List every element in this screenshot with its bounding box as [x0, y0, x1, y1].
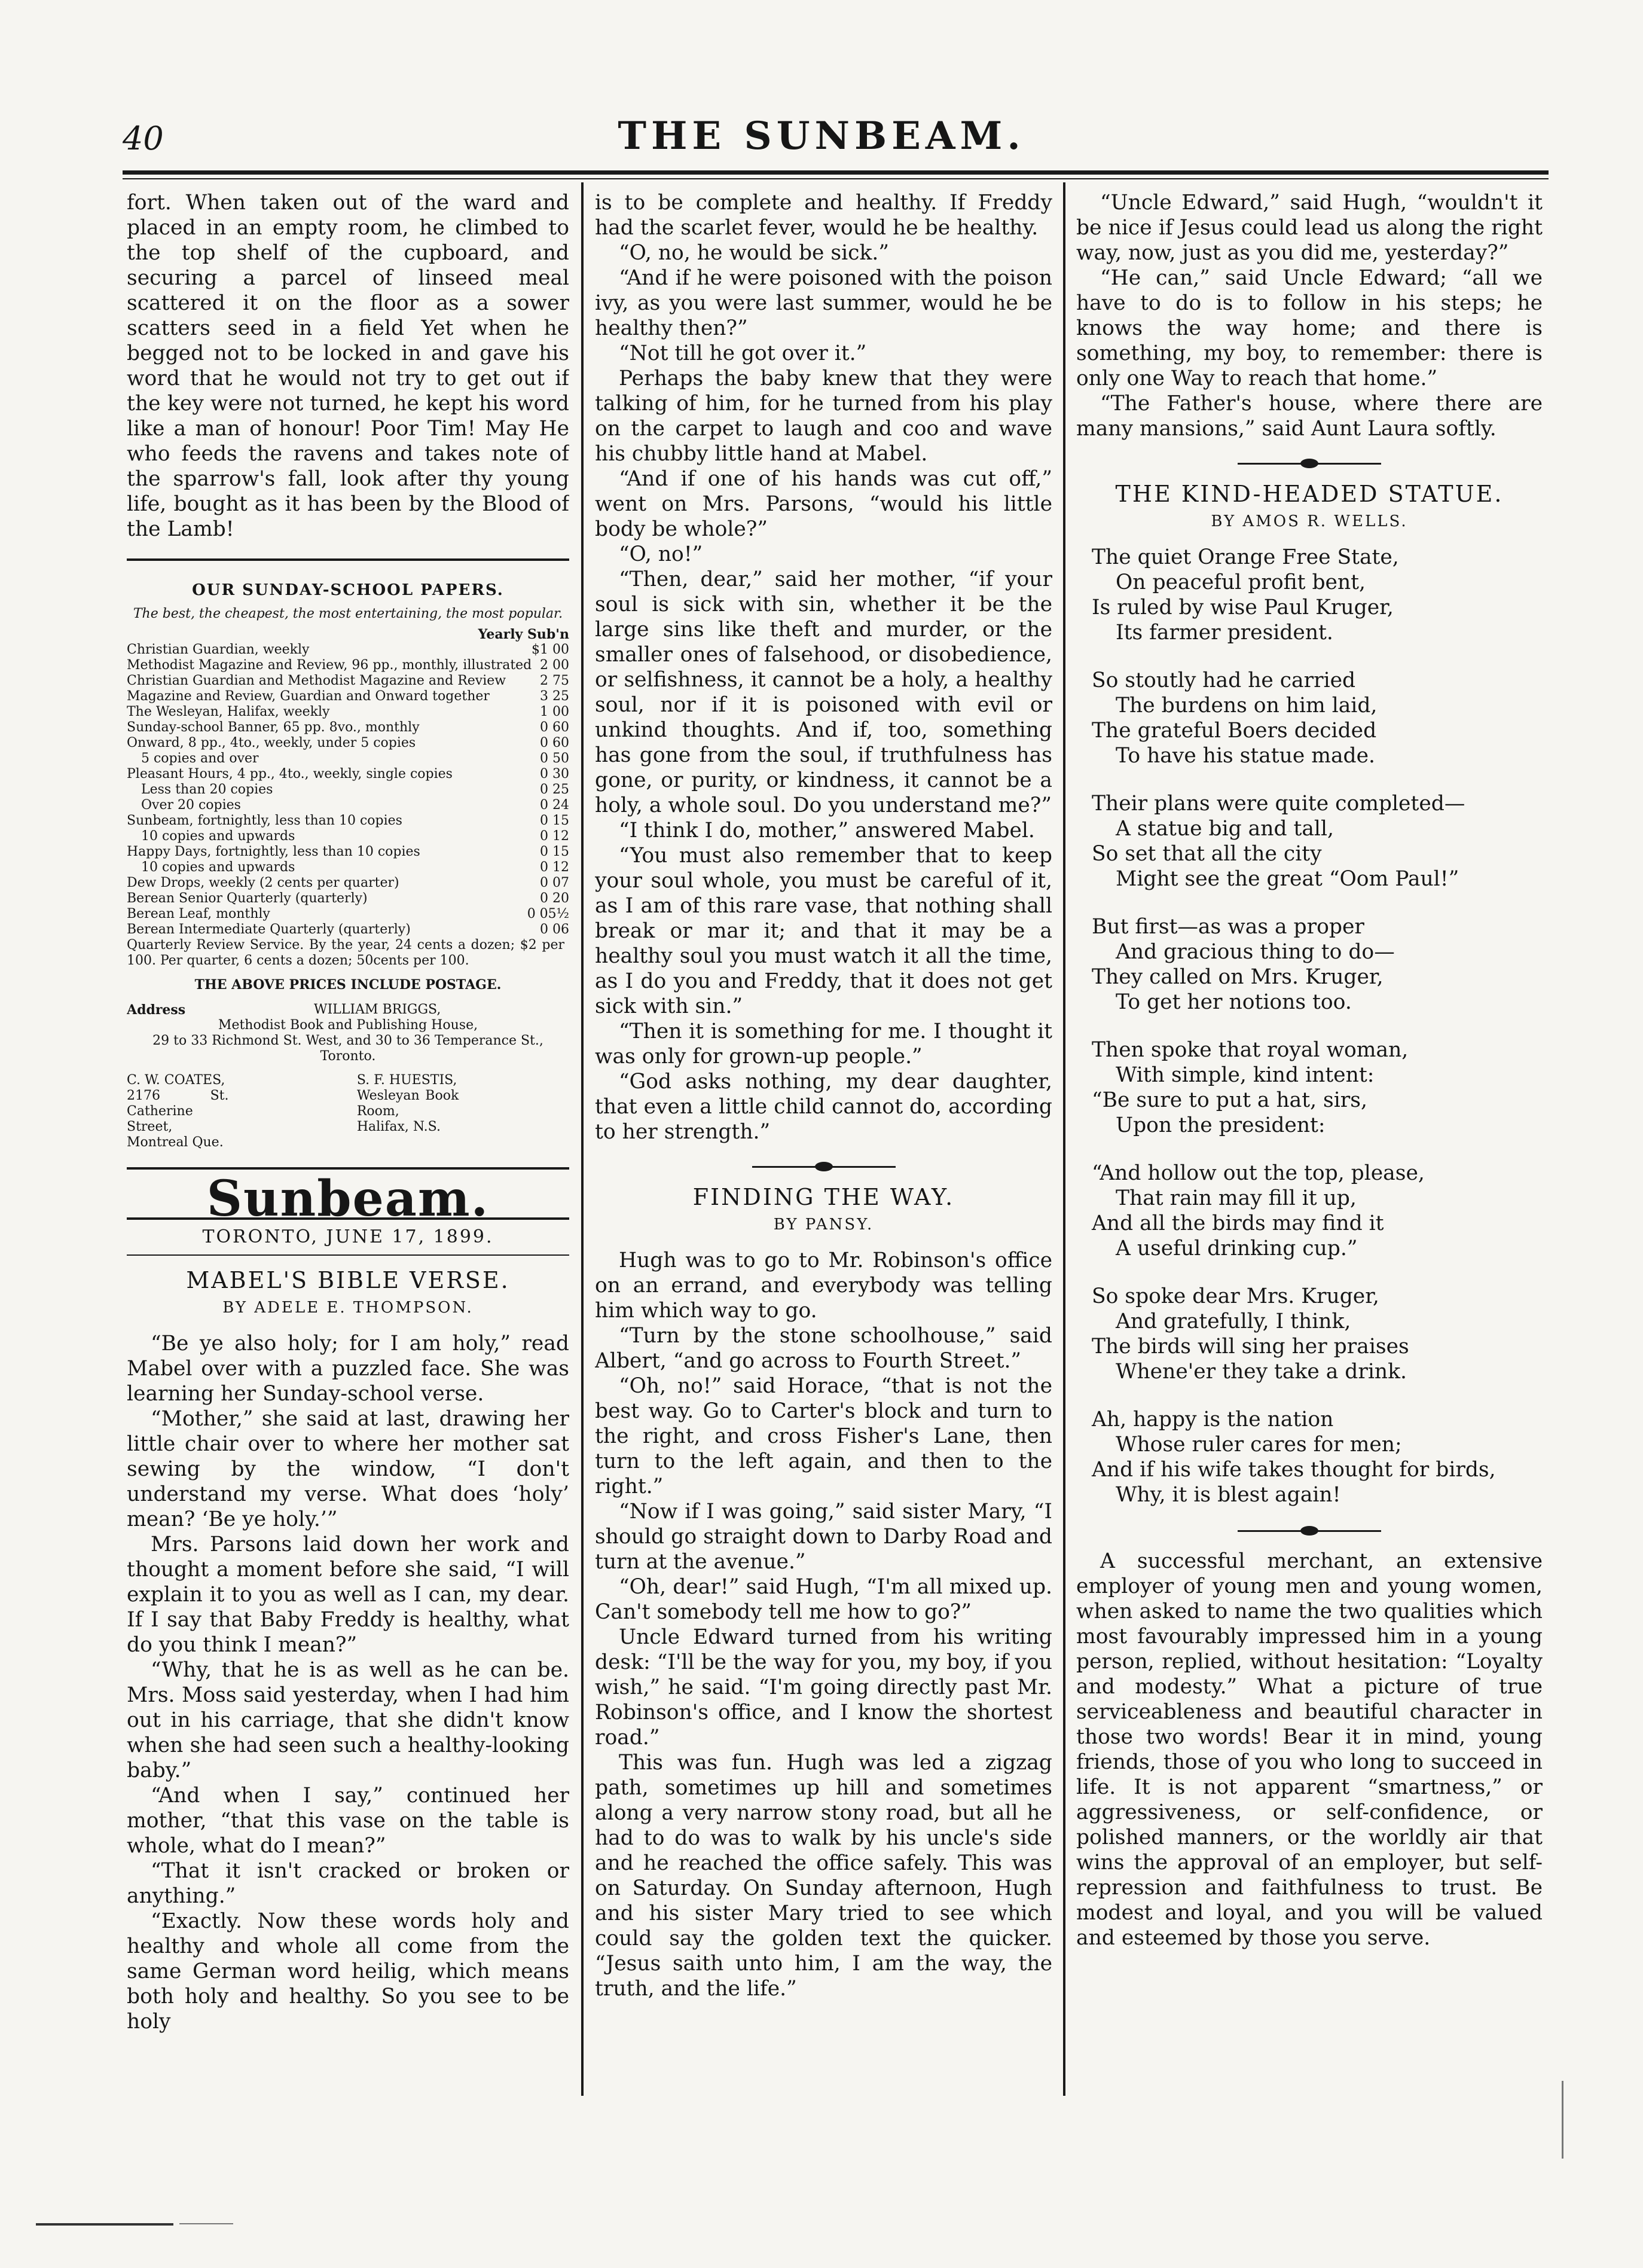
price-row: [127, 767, 569, 782]
yearly-label: Yearly Sub'n: [478, 627, 569, 642]
story-byline: BY ADELE E. THOMPSON.: [222, 1299, 474, 1317]
agent-montreal: [127, 1073, 339, 1150]
papers-title: OUR SUNDAY-SCHOOL PAPERS.: [192, 581, 504, 599]
column-1: [127, 190, 569, 2139]
poem-line: “Be sure to put a hat, sirs,: [1092, 1088, 1367, 1112]
paragraph: “O, no, he would be sick.”: [619, 241, 890, 265]
paper-name: Dew Drops, weekly (2 cents per quarter): [127, 875, 399, 890]
paragraph: “Now if I was going,” said sister Mary, “I should go straight down to Darby Road and turn at the avenue.”: [595, 1500, 1052, 1574]
papers-intro: The best, the cheapest, the most entertaining, the most popular.: [133, 606, 563, 621]
story-body: [595, 1248, 1052, 2001]
paragraph: “And if he were poisoned with the poison ivy, as you were last summer, would he be healthy then?”: [595, 266, 1052, 340]
agent-halifax: [357, 1073, 569, 1150]
paper-name: Over 20 copies: [141, 798, 241, 813]
paragraph: “You must also remember that to keep your soul whole, you must be careful of it, as I am of this rare vase, that nothing shall break or mar it; and that it may be a healthy soul you must watch it all the time, as I do you and Freddy, that it does not get sick with sin.”: [595, 844, 1052, 1018]
agent-line: Wesleyan Book Room,: [356, 1088, 459, 1119]
paper-name: Methodist Magazine and Review, 96 pp., monthly, illustrated: [127, 658, 532, 673]
address-line: Methodist Book and Publishing House,: [218, 1018, 478, 1033]
paper-name: Christian Guardian and Methodist Magazine and Review: [127, 673, 506, 688]
poem-title: THE KIND-HEADED STATUE.: [1115, 481, 1504, 507]
paragraph: “Not till he got over it.”: [619, 341, 867, 365]
paragraph: “Oh, no!” said Horace, “that is not the best way. Go to Carter's block and turn to the right, and cross Fisher's Lane, then turn to the left again, and then to the right.”: [595, 1374, 1052, 1498]
poem-line: So set that all the city: [1092, 842, 1322, 866]
poem-line: But first—as was a proper: [1092, 915, 1364, 939]
agents: [127, 1073, 569, 1150]
poem-line: “And hollow out the top, please,: [1092, 1161, 1425, 1185]
ornament-rule: [752, 1166, 896, 1168]
column-divider: [1063, 182, 1065, 2096]
paragraph: “He can,” said Uncle Edward; “all we have to do is to follow in his steps; he knows the way home; and there is something, my boy, to remember: there is only one Way to reach that home.”: [1076, 266, 1543, 390]
paper-name: 5 copies and over: [141, 751, 259, 766]
paragraph: This was fun. Hugh was led a zigzag path, sometimes up hill and sometimes along a very narrow stony road, but all he had to do was to walk by his uncle's side and he reached the office safely. This was on Saturday. On Sunday afternoon, Hugh and his sister Mary tried to see which could say the golden text the quicker. “Jesus saith unto him, I am the way, the truth, and the life.”: [595, 1751, 1052, 2001]
paper-price: 2 75: [540, 673, 569, 688]
paper-name: Magazine and Review, Guardian and Onward together: [127, 689, 490, 704]
column-3: [1076, 190, 1543, 2139]
story-body: [595, 190, 1052, 1144]
poem-line: A useful drinking cup.”: [1116, 1237, 1358, 1260]
paper-name: Quarterly Review Service. By the year, 24 cents a dozen; $2 per 100. Per quarter, 6 cents a dozen; 50cents per 100.: [127, 938, 564, 968]
poem-line: Their plans were quite completed—: [1092, 792, 1465, 816]
paragraph: “Uncle Edward,” said Hugh, “wouldn't it be nice if Jesus could lead us along the right way, now, just as you did me, yesterday?”: [1076, 191, 1543, 265]
paper-price: 0 15: [540, 813, 569, 828]
paper-name: 10 copies and upwards: [141, 860, 295, 875]
page-number: 40: [123, 120, 164, 157]
poem: [1092, 545, 1543, 1507]
poem-line: And all the birds may find it: [1092, 1211, 1384, 1235]
price-row: [127, 844, 569, 860]
column-2: [595, 190, 1052, 2139]
story-title: FINDING THE WAY.: [692, 1184, 955, 1210]
paper-name: Berean Senior Quarterly (quarterly): [127, 891, 368, 906]
price-row: [127, 782, 569, 798]
stanza: [1092, 545, 1543, 645]
stanza: [1092, 1037, 1543, 1138]
price-row: [127, 689, 569, 704]
masthead: THE SUNBEAM.: [618, 114, 1025, 158]
paragraph: “O, no!”: [619, 542, 703, 566]
section-rule: [127, 1167, 569, 1170]
paper-name: Pleasant Hours, 4 pp., 4to., weekly, single copies: [127, 767, 453, 782]
agent-name: C. W. COATES,: [127, 1073, 225, 1088]
stanza: [1092, 791, 1543, 892]
paragraph: Hugh was to go to Mr. Robinson's office on an errand, and everybody was telling him which way to go.: [595, 1249, 1052, 1323]
paper-price: 0 25: [540, 782, 569, 797]
column-divider: [581, 182, 584, 2096]
paper-price: 0 30: [540, 767, 569, 782]
poem-line: Its farmer president.: [1116, 621, 1333, 645]
poem-line: A statue big and tall,: [1116, 817, 1334, 841]
price-row: [127, 860, 569, 875]
poem-line: Ah, happy is the nation: [1092, 1408, 1334, 1431]
paper-name: Sunday-school Banner, 65 pp. 8vo., monthly: [127, 720, 420, 735]
poem-line: That rain may fill it up,: [1116, 1186, 1357, 1210]
poem-line: And gratefully, I think,: [1116, 1309, 1351, 1333]
price-row: [127, 658, 569, 673]
paper-price: 0 15: [540, 844, 569, 859]
stanza: [1092, 1161, 1543, 1261]
paragraph: “God asks nothing, my dear daughter, that even a little child cannot do, according to her strength.”: [595, 1070, 1052, 1144]
price-table: [127, 642, 569, 969]
print-mark: [36, 2223, 173, 2226]
publisher-address: [127, 1002, 569, 1064]
stanza: [1092, 1284, 1543, 1384]
agent-line: 2176 St. Catherine Street,: [127, 1088, 229, 1134]
poem-line: So spoke dear Mrs. Kruger,: [1092, 1284, 1379, 1308]
poem-line: The birds will sing her praises: [1092, 1335, 1409, 1359]
print-mark: [179, 2223, 233, 2224]
paragraph: fort. When taken out of the ward and placed in an empty room, he climbed to the top shelf of the cupboard, and securing a parcel of linseed meal scattered it on the floor as a sower scatters seed in a field Yet when he begged not to be locked in and gave his word that he would not try to get out if the key were not turned, he kept his word like a man of honour! Poor Tim! May He who feeds the ravens and takes note of the sparrow's fall, look after thy young life, bought as it has been by the Blood of the Lamb!: [127, 191, 569, 541]
paper-name: Onward, 8 pp., 4to., weekly, under 5 copies: [127, 735, 416, 750]
paper-price: 1 00: [540, 704, 569, 719]
dateline: TORONTO, JUNE 17, 1899.: [127, 1217, 569, 1256]
address-label: Address: [127, 1002, 186, 1018]
stanza: [1092, 914, 1543, 1015]
poem-line: Whose ruler cares for men;: [1116, 1433, 1402, 1457]
paper-name: Happy Days, fortnightly, less than 10 copies: [127, 844, 420, 859]
paragraph: Perhaps the baby knew that they were talking of him, for he turned from his play on the carpet to laugh and coo and wave his chubby little hand at Mabel.: [595, 367, 1052, 466]
poem-line: Whene'er they take a drink.: [1116, 1360, 1407, 1384]
paragraph: “That it isn't cracked or broken or anything.”: [127, 1859, 569, 1908]
paragraph: “Why, that he is as well as he can be. Mrs. Moss said yesterday, when I had him out in his carriage, that she didn't know when she had seen such a healthy-looking baby.”: [127, 1658, 569, 1782]
paper-price: 0 12: [540, 860, 569, 875]
paper-price: $1 00: [532, 642, 569, 657]
poem-line: Why, it is blest again!: [1116, 1483, 1341, 1507]
address-line: Toronto.: [320, 1049, 376, 1064]
poem-line: Is ruled by wise Paul Kruger,: [1092, 596, 1394, 619]
paragraph: “Oh, dear!” said Hugh, “I'm all mixed up. Can't somebody tell me how to go?”: [595, 1575, 1052, 1624]
papers-list: [127, 606, 569, 1150]
header-rule-thin: [123, 178, 1549, 179]
paragraph: “Exactly. Now these words holy and healthy and whole all come from the same German word heilig, which means both holy and healthy. So you see to be holy: [127, 1909, 569, 2034]
paper-name: Less than 20 copies: [141, 782, 273, 797]
publisher-name: WILLIAM BRIGGS,: [313, 1002, 441, 1017]
ornament-rule: [1238, 1530, 1381, 1532]
poem-line: They called on Mrs. Kruger,: [1092, 965, 1384, 989]
poem-line: The quiet Orange Free State,: [1092, 545, 1399, 569]
postage-note: THE ABOVE PRICES INCLUDE POSTAGE.: [194, 977, 502, 993]
price-row: [127, 673, 569, 689]
paper-price: 0 07: [540, 875, 569, 890]
price-row: [127, 704, 569, 720]
story-byline: BY PANSY.: [773, 1216, 874, 1234]
agent-line: Halifax, N.S.: [356, 1119, 441, 1134]
price-row: [127, 720, 569, 735]
paper-price: 3 25: [540, 689, 569, 704]
paper-price: 0 50: [540, 751, 569, 766]
poem-line: The burdens on him laid,: [1116, 694, 1378, 718]
agent-line: Montreal Que.: [127, 1135, 224, 1150]
price-row: [127, 642, 569, 658]
price-row: [127, 735, 569, 751]
header-rule: [123, 170, 1549, 175]
stanza: [1092, 1407, 1543, 1507]
closing-paragraph: A successful merchant, an extensive employer of young men and young women, when asked to name the two qualities which most favourably impressed him in a young person, replied, without hesitation: “Loyalty and modesty.” What a picture of true serviceableness and beautiful character in those two words! Bear it in mind, young friends, those of you who long to succeed in life. It is not apparent “smartness,” or aggressiveness, or self-confidence, or polished manners, or the worldly air that wins the approval of an employer, but self-repression and faithfulness to trust. Be modest and loyal, and you will be valued and esteemed by those you serve.: [1076, 1549, 1543, 1950]
poem-byline: BY AMOS R. WELLS.: [1211, 512, 1408, 530]
poem-line: Upon the president:: [1116, 1113, 1326, 1137]
paragraph: “And if one of his hands was cut off,” went on Mrs. Parsons, “would his little body be whole?”: [595, 467, 1052, 541]
paper-price: 0 24: [540, 798, 569, 813]
price-row: [127, 751, 569, 767]
paragraph: is to be complete and healthy. If Freddy had the scarlet fever, would he be healthy.: [595, 191, 1052, 240]
paragraph: Uncle Edward turned from his writing desk: “I'll be the way for you, my boy, if you wish,” he said. “I'm going directly past Mr. Robinson's office, and I know the shortest road.”: [595, 1625, 1052, 1750]
poem-line: Might see the great “Oom Paul!”: [1116, 867, 1459, 891]
poem-line: Then spoke that royal woman,: [1092, 1038, 1409, 1062]
price-row: [127, 798, 569, 813]
poem-line: On peaceful profit bent,: [1116, 570, 1366, 594]
poem-line: And if his wife takes thought for birds,: [1092, 1458, 1496, 1482]
agent-name: S. F. HUESTIS,: [356, 1073, 457, 1088]
price-row: [127, 813, 569, 829]
paper-name: Berean Leaf, monthly: [127, 906, 270, 921]
section-rule: [127, 558, 569, 561]
paragraph: “The Father's house, where there are many mansions,” said Aunt Laura softly.: [1076, 392, 1543, 441]
story-body: [1076, 190, 1543, 441]
paper-price: 0 05½: [527, 906, 569, 921]
paragraph: “Be ye also holy; for I am holy,” read Mabel over with a puzzled face. She was learning her Sunday-school verse.: [127, 1332, 569, 1406]
poem-line: And gracious thing to do—: [1116, 940, 1395, 964]
price-row: [127, 875, 569, 891]
story-body: [127, 1331, 569, 2034]
paper-price: 0 06: [540, 922, 569, 937]
paper-price: 0 20: [540, 891, 569, 906]
paragraph: “Then, dear,” said her mother, “if your soul is sick with sin, whether it be the large sins like theft and murder, or the smaller ones of falsehood, or disobedience, or selfishness, it cannot be a holy, a healthy soul, nor if it is poisoned with evil or unkind thoughts. And if, too, something has gone from the soul, if truthfulness has gone, or purity, or kindness, it cannot be a holy, a whole soul. Do you understand me?”: [595, 567, 1052, 817]
paper-price: 2 00: [540, 658, 569, 673]
paper-name: The Wesleyan, Halifax, weekly: [127, 704, 330, 719]
paper-name: Sunbeam, fortnightly, less than 10 copies: [127, 813, 402, 828]
paper-name: Berean Intermediate Quarterly (quarterly): [127, 922, 411, 937]
paragraph: “And when I say,” continued her mother, “that this vase on the table is whole, what do I mean?”: [127, 1784, 569, 1858]
paragraph: “Turn by the stone schoolhouse,” said Albert, “and go across to Fourth Street.”: [595, 1324, 1052, 1373]
address-line: 29 to 33 Richmond St. West, and 30 to 36 Temperance St.,: [152, 1033, 543, 1048]
price-row: [127, 891, 569, 906]
poem-line: To get her notions too.: [1116, 990, 1352, 1014]
poem-line: The grateful Boers decided: [1092, 719, 1377, 743]
paper-name: Christian Guardian, weekly: [127, 642, 310, 657]
stanza: [1092, 668, 1543, 768]
price-row: [127, 906, 569, 922]
story-continuation: [127, 190, 569, 542]
sunbeam-title: Sunbeam.: [206, 1170, 490, 1228]
price-row: [127, 922, 569, 938]
poem-line: So stoutly had he carried: [1092, 669, 1356, 692]
paper-price: 0 60: [540, 735, 569, 750]
paragraph: “Then it is something for me. I thought it was only for grown-up people.”: [595, 1019, 1052, 1069]
paragraph: “Mother,” she said at last, drawing her little chair over to where her mother sat sewing by the window, “I don't understand my verse. What does ‘holy’ mean? ‘Be ye holy.’”: [127, 1407, 569, 1531]
paper-price: 0 60: [540, 720, 569, 735]
paragraph: Mrs. Parsons laid down her work and thought a moment before she said, “I will explain it to you as well as I can, my dear. If I say that Baby Freddy is healthy, what do you think I mean?”: [127, 1533, 569, 1657]
ornament-rule: [1238, 463, 1381, 465]
paper-price: 0 12: [540, 829, 569, 844]
story-title: MABEL'S BIBLE VERSE.: [186, 1267, 510, 1293]
poem-line: To have his statue made.: [1116, 744, 1376, 768]
poem-line: With simple, kind intent:: [1116, 1063, 1375, 1087]
paper-name: 10 copies and upwards: [141, 829, 295, 844]
paragraph: “I think I do, mother,” answered Mabel.: [619, 819, 1035, 843]
price-row: [127, 829, 569, 844]
print-mark: [1562, 2081, 1563, 2159]
price-row: [127, 938, 569, 969]
